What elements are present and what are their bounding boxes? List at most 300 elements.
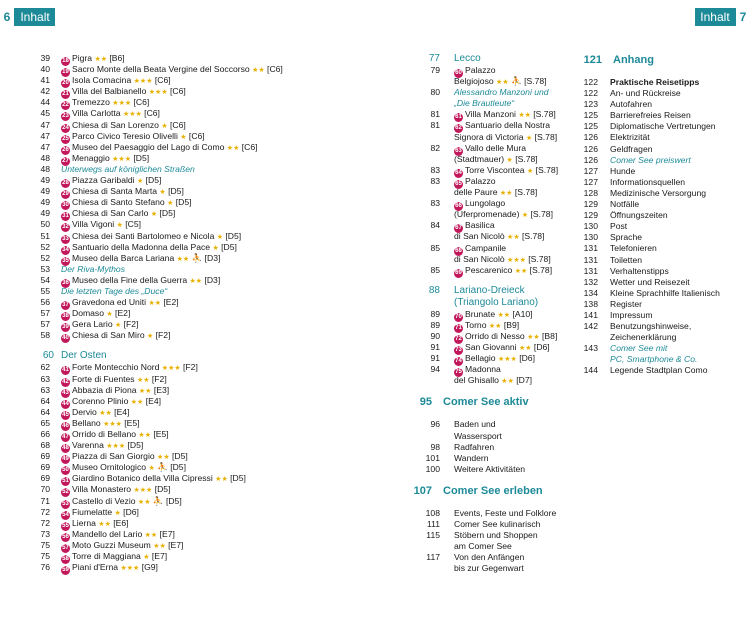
toc-entry (36, 120, 306, 131)
entry-title: Geldfragen (610, 143, 653, 154)
toc-column-left (36, 53, 306, 573)
entry-page-number: 52 (40, 252, 50, 263)
entry-title: Orrido di Bellano ★★ [E5] (72, 429, 169, 439)
entry-page-number: 131 (583, 243, 598, 254)
entry-page-number: 75 (40, 539, 50, 550)
entry-title: Vallo delle Mura (465, 142, 526, 153)
toc-entry (408, 464, 568, 475)
sight-number-badge: 49 (62, 456, 69, 463)
entry-title: Forte di Fuentes ★★ [F2] (72, 373, 167, 384)
entry-page-number: 125 (583, 110, 598, 121)
sight-number-badge: 63 (455, 147, 462, 154)
section-page-number: 121 (583, 54, 602, 66)
entry-title: Corenno Plinio ★★ [E4] (72, 395, 162, 406)
entry-title: Autofahren (610, 99, 653, 110)
entry-title: Piazza Garibaldi ★ [D5] (72, 175, 162, 186)
sight-number-badge: 48 (62, 445, 69, 452)
entry-page-number: 85 (430, 264, 440, 275)
toc-entry (408, 154, 568, 165)
sight-number-badge: 47 (62, 434, 69, 440)
toc-entry (36, 253, 306, 264)
entry-page-number: 55 (40, 285, 50, 296)
toc-entry (578, 266, 748, 277)
toc-entry (578, 221, 748, 232)
toc-entry (36, 330, 306, 341)
toc-entry (408, 342, 568, 353)
entry-title: Notfälle (610, 199, 640, 210)
toc-entry (578, 255, 748, 266)
toc-entry (578, 155, 748, 166)
entry-page-number: 79 (430, 65, 440, 75)
toc-entry (36, 53, 306, 64)
entry-title: Forte Montecchio Nord ★★★ [F2] (72, 362, 198, 373)
sight-number-badge: 23 (62, 113, 69, 120)
entry-page-number: 69 (40, 462, 50, 473)
entry-title: Museo del Paesaggio del Lago di Como ★★ [C6] (72, 141, 258, 152)
sight-number-badge: 68 (455, 247, 462, 254)
entry-title: Madonna (465, 364, 501, 375)
entry-page-number: 76 (40, 562, 50, 573)
toc-entry (408, 87, 568, 98)
toc-entry (408, 309, 568, 320)
entry-page-number: 117 (426, 552, 440, 563)
toc-entry (408, 76, 568, 87)
section-title: Anhang (613, 54, 654, 66)
entry-page-number: 126 (583, 143, 598, 154)
sight-number-badge: 45 (62, 411, 69, 418)
entry-page-number: 129 (583, 210, 598, 221)
entry-page-number: 41 (40, 75, 50, 86)
toc-entry (578, 132, 748, 143)
sight-number-badge: 31 (62, 213, 69, 220)
entry-title: Chiesa dei Santi Bartolomeo e Nicola ★ [D5] (72, 230, 242, 241)
toc-entry (36, 142, 306, 153)
entry-title: Mandello del Lario ★★ [E7] (72, 528, 175, 539)
sight-number-badge: 73 (455, 347, 462, 354)
toc-main-section (408, 395, 568, 410)
entry-page-number: 132 (583, 276, 598, 287)
entry-title: Barrierefreies Reisen (610, 110, 691, 121)
toc-entry (36, 131, 306, 142)
entry-page-number: 48 (40, 163, 50, 174)
toc-entry (36, 186, 306, 197)
entry-page-number: 96 (430, 419, 440, 430)
toc-entry (408, 320, 568, 331)
entry-page-number: 39 (40, 53, 50, 63)
entry-title: Moto Guzzi Museum ★★ [E7] (72, 539, 184, 550)
entry-page-number: 91 (430, 353, 440, 364)
toc-entry (36, 484, 306, 495)
toc-entry (36, 507, 306, 518)
entry-title: Menaggio ★★★ [D5] (72, 152, 150, 163)
toc-entry (408, 364, 568, 375)
toc-entry (36, 208, 306, 219)
entry-page-number: 125 (583, 121, 598, 132)
toc-entry (408, 519, 568, 530)
sight-number-badge: 40 (62, 335, 69, 342)
sight-number-badge: 20 (62, 80, 69, 87)
toc-entry (578, 177, 748, 188)
entry-title: Torre Viscontea ★ [S.78] (465, 164, 559, 175)
sight-number-badge: 19 (62, 69, 69, 76)
sight-number-badge: 75 (455, 369, 462, 376)
left-header-title: Inhalt (20, 10, 50, 24)
entry-title: di San Nicolò ★★ [S.78] (454, 231, 545, 242)
entry-title: Zeichenerklärung (610, 332, 677, 343)
sight-number-badge: 65 (455, 180, 462, 187)
entry-page-number: 73 (40, 528, 50, 539)
toc-entry (578, 354, 748, 365)
toc-entry (36, 197, 306, 208)
entry-page-number: 84 (430, 220, 440, 231)
toc-entry (408, 442, 568, 453)
entry-title: Brunate ★★ [A10] (465, 308, 533, 319)
entry-page-number: 72 (40, 517, 50, 528)
sight-number-badge: 36 (62, 279, 69, 286)
entry-page-number: 40 (40, 64, 50, 75)
entry-page-number: 126 (583, 154, 598, 165)
section-title: Lariano-Dreieck (454, 284, 525, 296)
toc-entry (36, 242, 306, 253)
toc-entry (408, 563, 568, 574)
entry-title: Comer See preiswert (610, 154, 691, 165)
entry-page-number: 58 (40, 330, 50, 341)
toc-entry (578, 243, 748, 254)
toc-entry (578, 343, 748, 354)
entry-title: Wassersport (454, 430, 502, 441)
sight-number-badge: 55 (62, 522, 69, 529)
entry-title: Lierna ★★ [E6] (72, 517, 129, 528)
entry-title: Impressum (610, 309, 653, 320)
entry-title: Legende Stadtplan Como (610, 365, 708, 376)
entry-page-number: 71 (40, 495, 50, 506)
toc-entry (408, 120, 568, 131)
entry-title: Weitere Aktivitäten (454, 463, 526, 474)
sight-number-badge: 64 (455, 169, 462, 176)
section-title: Lecco (454, 53, 481, 64)
toc-entry (408, 541, 568, 552)
entry-page-number: 63 (40, 373, 50, 384)
entry-page-number: 101 (425, 452, 440, 463)
entry-page-number: 80 (430, 87, 440, 98)
entry-page-number: 115 (426, 530, 440, 541)
toc-section (408, 53, 568, 65)
sight-number-badge: 42 (62, 378, 69, 385)
entry-page-number: 126 (583, 132, 598, 143)
entry-title: Museo della Fine della Guerra ★★ [D3] (72, 274, 221, 285)
entry-page-number: 90 (430, 330, 440, 341)
sight-number-badge: 60 (455, 70, 462, 76)
sight-number-badge: 61 (455, 114, 462, 121)
sight-number-badge: 28 (62, 180, 69, 187)
sight-number-badge: 66 (455, 203, 462, 210)
sight-number-badge: 70 (455, 313, 462, 320)
toc-entry (36, 429, 306, 440)
entry-title: Abbazia di Piona ★★ [E3] (72, 384, 170, 395)
entry-page-number: 122 (583, 77, 598, 87)
sight-number-badge: 46 (62, 422, 69, 429)
toc-entry (578, 110, 748, 121)
entry-title: Verhaltenstipps (610, 265, 669, 276)
entry-page-number: 70 (40, 484, 50, 495)
entry-page-number: 128 (583, 187, 598, 198)
entry-title: Villa del Balbianello ★★★ [C6] (72, 86, 186, 97)
toc-entry (36, 462, 306, 473)
entry-page-number: 56 (40, 297, 50, 308)
entry-title: Praktische Reisetipps (610, 77, 700, 87)
spacer (408, 276, 568, 285)
entry-title: Kleine Sprachhilfe Italienisch (610, 287, 720, 298)
sight-number-badge: 69 (455, 269, 462, 276)
entry-page-number: 89 (430, 319, 440, 330)
entry-page-number: 98 (430, 441, 440, 452)
entry-page-number: 83 (430, 198, 440, 209)
section-title: Comer See erleben (443, 484, 543, 497)
entry-title: Parco Civico Teresio Olivelli ★ [C6] (72, 130, 205, 141)
sight-number-badge: 43 (62, 389, 69, 396)
entry-title: Lungolago (465, 198, 506, 209)
toc-entry (578, 310, 748, 321)
toc-entry (36, 297, 306, 308)
toc-entry (408, 530, 568, 541)
toc-entry (578, 332, 748, 343)
entry-page-number: 44 (40, 97, 50, 108)
entry-page-number: 134 (583, 287, 598, 298)
entry-title: Wetter und Reisezeit (610, 276, 690, 287)
toc-entry (408, 109, 568, 120)
entry-page-number: 138 (583, 298, 598, 309)
sight-number-badge: 71 (455, 324, 462, 331)
toc-entry (36, 396, 306, 407)
sight-number-badge: 26 (62, 146, 69, 153)
entry-title: Villa Monastero ★★★ [D5] (72, 484, 171, 495)
entry-page-number: 57 (40, 308, 50, 319)
toc-entry (36, 407, 306, 418)
spacer (408, 410, 568, 419)
toc-entry (578, 232, 748, 243)
section-page-number: 88 (428, 284, 440, 296)
entry-title: Wandern (454, 452, 489, 463)
toc-entry (36, 551, 306, 562)
entry-page-number: 141 (583, 309, 598, 320)
section-title: (Triangolo Lariano) (454, 296, 539, 308)
entry-page-number: 83 (430, 164, 440, 175)
entry-page-number: 42 (40, 86, 50, 97)
entry-title: Der Riva-Mythos (61, 263, 125, 274)
toc-column-right (578, 53, 748, 377)
entry-page-number: 69 (40, 451, 50, 462)
section-title: Der Osten (61, 350, 107, 362)
entry-page-number: 130 (583, 221, 598, 232)
sight-number-badge: 53 (62, 500, 69, 507)
toc-entry (408, 231, 568, 242)
entry-page-number: 130 (583, 232, 598, 243)
entry-title: Hunde (610, 165, 636, 176)
toc-entry (36, 308, 306, 319)
entry-title: PC, Smartphone & Co. (610, 354, 698, 365)
sight-number-badge: 74 (455, 358, 462, 365)
entry-page-number: 47 (40, 119, 50, 130)
entry-title: Gravedona ed Uniti ★★ [E2] (72, 297, 179, 308)
entry-page-number: 48 (40, 152, 50, 163)
sight-number-badge: 52 (62, 489, 69, 496)
entry-title: Giardino Botanico della Villa Cipressi ★★ [D5] (72, 473, 246, 484)
entry-page-number: 111 (426, 519, 440, 529)
entry-title: Museo Ornitologico ★ ⛹ [D5] (72, 462, 186, 473)
entry-page-number: 57 (40, 319, 50, 330)
toc-entry (36, 374, 306, 385)
entry-title: Events, Feste und Folklore (454, 507, 557, 518)
entry-title: Bellano ★★★ [E5] (72, 417, 140, 428)
toc-entry (36, 108, 306, 119)
entry-page-number: 129 (583, 199, 598, 210)
entry-page-number: 45 (40, 108, 50, 119)
sight-number-badge: 51 (62, 478, 69, 485)
toc-entry (578, 321, 748, 332)
left-page-number: 6 (0, 8, 14, 26)
entry-title: Santuario della Madonna della Pace ★ [D5] (72, 241, 237, 252)
toc-entry (36, 540, 306, 551)
entry-page-number: 50 (40, 219, 50, 230)
entry-page-number: 66 (40, 429, 50, 439)
toc-entry (36, 418, 306, 429)
toc-entry (408, 431, 568, 442)
spacer (578, 68, 748, 77)
entry-page-number: 127 (583, 176, 598, 187)
right-header-title: Inhalt (700, 10, 730, 24)
entry-page-number: 108 (425, 507, 440, 518)
entry-title: Pescarenico ★★ [S.78] (465, 264, 553, 275)
entry-title: bis zur Gegenwart (454, 563, 524, 574)
entry-title: del Ghisallo ★★ [D7] (454, 375, 533, 386)
entry-page-number: 83 (430, 175, 440, 186)
section-page-number: 77 (428, 53, 440, 64)
spacer (408, 475, 568, 484)
entry-title: Tremezzo ★★★ [C6] (72, 97, 150, 108)
entry-page-number: 142 (583, 321, 598, 332)
entry-title: Chiesa di Santa Marta ★ [D5] (72, 186, 184, 197)
entry-page-number: 131 (583, 265, 598, 276)
entry-page-number: 81 (430, 120, 440, 131)
entry-title: Chiesa di Santo Stefano ★ [D5] (72, 197, 192, 208)
toc-entry (36, 518, 306, 529)
toc-entry (36, 319, 306, 330)
toc-entry (408, 552, 568, 563)
sight-number-badge: 34 (62, 246, 69, 253)
entry-title: Sacro Monte della Beata Vergine del Soccorso ★★ [C6] (72, 64, 283, 75)
toc-entry (36, 86, 306, 97)
entry-page-number: 49 (40, 197, 50, 208)
toc-entry (36, 529, 306, 540)
entry-title: Torno ★★ [B9] (465, 319, 520, 330)
toc-entry (36, 231, 306, 242)
toc-entry (36, 362, 306, 373)
toc-entry (36, 75, 306, 86)
sight-number-badge: 50 (62, 467, 69, 474)
spacer (408, 499, 568, 508)
toc-entry (408, 187, 568, 198)
entry-title: Fiumelatte ★ [D6] (72, 506, 139, 517)
toc-entry (578, 210, 748, 221)
toc-entry (408, 265, 568, 276)
sight-number-badge: 18 (62, 58, 69, 64)
entry-title: Comer See mit (610, 343, 668, 354)
toc-main-section (408, 484, 568, 499)
section-title: Comer See aktiv (443, 396, 529, 409)
entry-page-number: 52 (40, 241, 50, 252)
sight-number-badge: 39 (62, 324, 69, 331)
entry-page-number: 62 (40, 362, 50, 373)
sight-number-badge: 30 (62, 202, 69, 209)
sight-number-badge: 27 (62, 157, 69, 164)
toc-entry (408, 143, 568, 154)
entry-page-number: 82 (430, 142, 440, 153)
sight-number-badge: 25 (62, 135, 69, 142)
entry-page-number: 72 (40, 506, 50, 517)
toc-entry (36, 175, 306, 186)
entry-page-number: 94 (430, 364, 440, 375)
entry-title: Chiesa di San Carlo ★ [D5] (72, 208, 176, 219)
entry-title: Alessandro Manzoni und (454, 87, 549, 98)
entry-title: Palazzo (465, 175, 496, 186)
sight-number-badge: 29 (62, 191, 69, 198)
toc-entry (408, 98, 568, 109)
toc-entry (36, 64, 306, 75)
sight-number-badge: 33 (62, 235, 69, 242)
entry-title: Santuario della Nostra (465, 120, 551, 131)
entry-title: Gera Lario ★ [F2] (72, 319, 139, 330)
entry-title: Medizinische Versorgung (610, 187, 707, 198)
entry-page-number: 144 (583, 365, 598, 376)
toc-entry (36, 153, 306, 164)
entry-title: Die letzten Tage des „Duce“ (61, 285, 168, 296)
sight-number-badge: 58 (62, 556, 69, 563)
toc-entry (578, 121, 748, 132)
entry-title: Telefonieren (610, 243, 657, 254)
toc-entry (36, 440, 306, 451)
toc-entry (36, 97, 306, 108)
toc-column-middle (408, 53, 568, 574)
entry-page-number: 64 (40, 395, 50, 406)
entry-title: Isola Comacina ★★★ [C6] (72, 75, 171, 86)
right-page-header (695, 8, 750, 26)
toc-entry (36, 275, 306, 286)
entry-title: Varenna ★★★ [D5] (72, 440, 144, 451)
entry-title: Toiletten (610, 254, 643, 265)
toc-entry (36, 164, 306, 175)
entry-page-number: 47 (40, 130, 50, 141)
toc-entry (408, 220, 568, 231)
spacer (408, 386, 568, 395)
sight-number-badge: 38 (62, 313, 69, 320)
left-page-header (0, 8, 55, 26)
entry-page-number: 75 (40, 551, 50, 562)
sight-number-badge: 41 (62, 367, 69, 374)
entry-title: „Die Brautleute“ (454, 98, 515, 109)
entry-title: Basilica (465, 220, 495, 231)
entry-page-number: 54 (40, 274, 50, 285)
toc-entry (578, 144, 748, 155)
toc-entry (408, 209, 568, 220)
toc-entry (408, 198, 568, 209)
entry-page-number: 89 (430, 308, 440, 319)
entry-title: Chiesa di San Miro ★ [F2] (72, 330, 171, 341)
entry-page-number: 64 (40, 406, 50, 417)
sight-number-badge: 35 (62, 257, 69, 264)
entry-title: Radfahren (454, 441, 495, 452)
toc-entry (408, 254, 568, 265)
toc-entry (36, 473, 306, 484)
